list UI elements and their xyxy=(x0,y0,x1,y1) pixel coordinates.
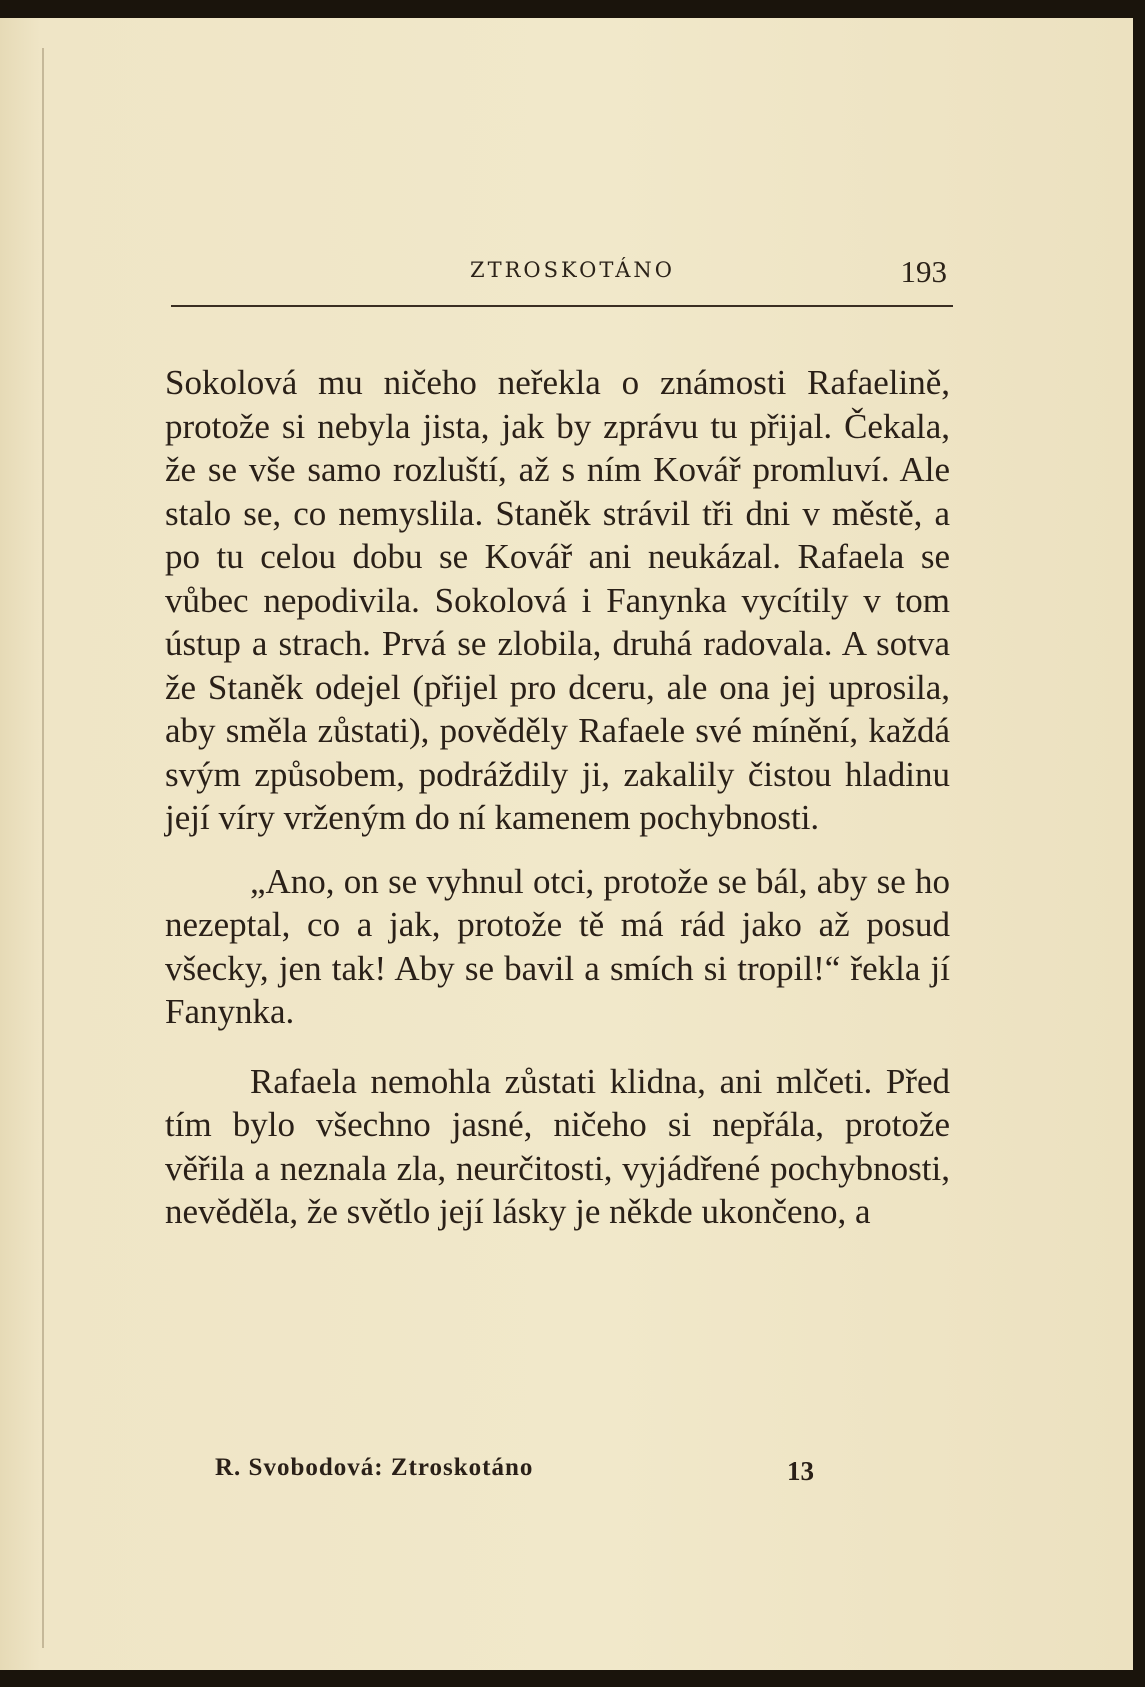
paragraph: Rafaela nemohla zůstati klidna, ani mlčeti. Před tím bylo všechno jasné, ničeho si nepřála, protože věřila a neznala zla, neurčitosti, vyjádřené pochybnosti, nevěděla, že světlo její lásky je někde ukončeno, a xyxy=(165,1061,950,1231)
page-number: 193 xyxy=(900,254,947,289)
paragraph: Sokolová mu ničeho neřekla o známosti Rafaelině, protože si nebyla jista, jak by zprávu tu přijal. Čekala, že se vše samo rozluští, až s ním Kovář promluví. Ale stalo se, co nemyslila. Staněk strávil tři dni v městě, a po tu celou dobu se Kovář ani neukázal. Rafaela se vůbec nepodivila. Sokolová i Fanynka vycítily v tom ústup a strach. Prvá se zlobila, druhá radovala. A sotva že Staněk odejel (přijel pro dceru, ale ona jej uprosila, aby směla zůstati), pověděly Rafaele své mínění, každá svým způsobem, podráždily ji, zakalily čistou hladinu její víry vrženým do ní kamenem pochybnosti. xyxy=(165,363,950,837)
paragraph: „Ano, on se vyhnul otci, protože se bál, aby se ho nezeptal, co a jak, protože tě má rád jako až posud všecky, jen tak! Aby se bavil a smích si tropil!“ řekla jí Fanynka. xyxy=(165,861,950,1031)
book-page xyxy=(0,18,1133,1670)
signature-line: R. Svobodová: Ztroskotáno xyxy=(215,1454,534,1481)
scan-edge xyxy=(1133,0,1145,1687)
body-text xyxy=(165,361,950,1234)
page-gutter xyxy=(42,48,44,1648)
running-header-title: ZTROSKOTÁNO xyxy=(470,258,675,282)
signature-number: 13 xyxy=(787,1456,814,1486)
header-rule xyxy=(171,305,953,307)
